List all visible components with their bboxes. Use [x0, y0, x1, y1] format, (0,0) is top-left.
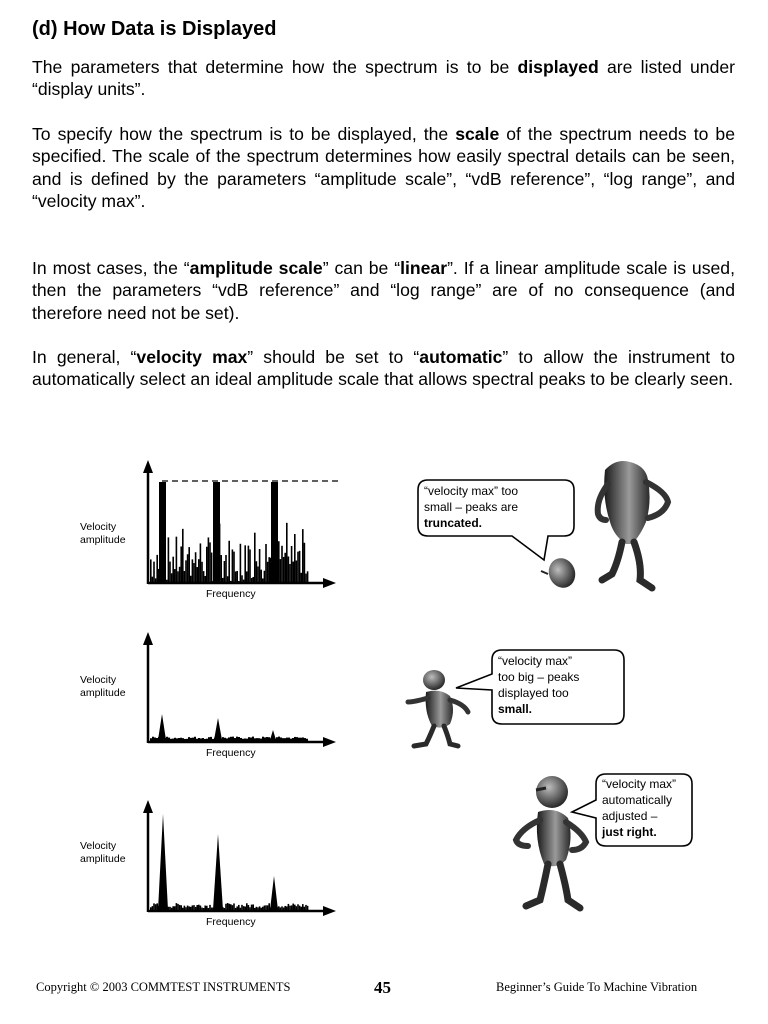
spectrum-plot-just-right	[80, 800, 336, 928]
x-axis-arrow-3	[323, 906, 336, 916]
y-axis-label-2b: amplitude	[80, 687, 126, 699]
truncated-peak-1	[159, 482, 166, 584]
small-figure	[408, 670, 468, 746]
section-heading: (d) How Data is Displayed	[32, 18, 277, 40]
bubble-3-line-2: automatically	[602, 793, 673, 807]
paragraph-velocity-max: In general, “velocity max” should be set to “automatic” to allow the instrument to automatically select an ideal amplitude scale that allows spectral peaks to be clearly seen.	[32, 347, 736, 390]
small-peak-1	[158, 714, 166, 740]
small-peak-3	[270, 730, 276, 740]
velocity-max-illustration	[0, 440, 768, 960]
bubble-1-line-3: truncated.	[424, 516, 483, 530]
bubble-2-line-2: too big – peaks	[498, 670, 580, 684]
bubble-3-line-4: just right.	[602, 825, 657, 839]
x-axis-label-3: Frequency	[206, 916, 256, 928]
bubble-1-line-2: small – peaks are	[424, 500, 519, 514]
peak-3	[270, 876, 278, 910]
y-axis-label-3a: Velocity	[80, 840, 117, 852]
bubble-1-line-1: “velocity max” too	[424, 484, 519, 498]
y-axis-label-1b: amplitude	[80, 534, 126, 546]
spectrum-noise-truncated	[150, 523, 308, 584]
copyright-notice: Copyright © 2003 COMMTEST INSTRUMENTS	[36, 980, 291, 994]
paragraph-amplitude-scale: In most cases, the “amplitude scale” can be “linear”. If a linear amplitude scale is used, then the parameters “vdB reference” and “log range” are of no consequence (and therefore need not be set).	[32, 258, 735, 323]
speech-bubble-too-small	[418, 480, 574, 560]
truncated-peak-3	[271, 482, 278, 584]
x-axis-label-2: Frequency	[206, 747, 256, 759]
x-axis-arrow-1	[323, 578, 336, 588]
truncated-peak-2	[213, 482, 220, 584]
y-axis-arrow-1	[143, 460, 153, 473]
bubble-2-line-3: displayed too	[498, 686, 569, 700]
normal-figure	[516, 776, 586, 908]
spectrum-plot-truncated	[80, 460, 338, 600]
y-axis-label-3b: amplitude	[80, 853, 126, 865]
speech-bubble-too-big	[456, 650, 624, 724]
bubble-3-line-1: “velocity max”	[602, 777, 677, 791]
small-peak-2	[214, 718, 222, 740]
peak-2	[213, 834, 223, 910]
peak-1	[158, 814, 168, 910]
bubble-2-line-4: small.	[498, 702, 533, 716]
page-number: 45	[374, 978, 391, 997]
x-axis-label-1: Frequency	[206, 588, 256, 600]
y-axis-label-1a: Velocity	[80, 521, 117, 533]
bubble-3-line-3: adjusted –	[602, 809, 658, 823]
x-axis-arrow-2	[323, 737, 336, 747]
y-axis-arrow-3	[143, 800, 153, 813]
y-axis-arrow-2	[143, 632, 153, 645]
spectrum-plot-too-big	[80, 632, 336, 759]
bubble-2-line-1: “velocity max”	[498, 654, 573, 668]
y-axis-label-2a: Velocity	[80, 674, 117, 686]
paragraph-scale: To specify how the spectrum is to be displayed, the scale of the spectrum needs to be specified. The scale of the spectrum determines how easily spectral details can be seen, and is defined by the parameters “amplitude scale”, “vdB reference”, “log range”, and “velocity max”.	[32, 124, 735, 211]
book-title: Beginner’s Guide To Machine Vibration	[496, 980, 698, 994]
spectrum-noise-just-right	[150, 903, 308, 910]
speech-bubble-just-right	[572, 774, 692, 846]
spectrum-noise-too-big	[150, 737, 308, 741]
paragraph-display-units: The parameters that determine how the spectrum is to be displayed are listed under “display units”.	[32, 57, 736, 100]
